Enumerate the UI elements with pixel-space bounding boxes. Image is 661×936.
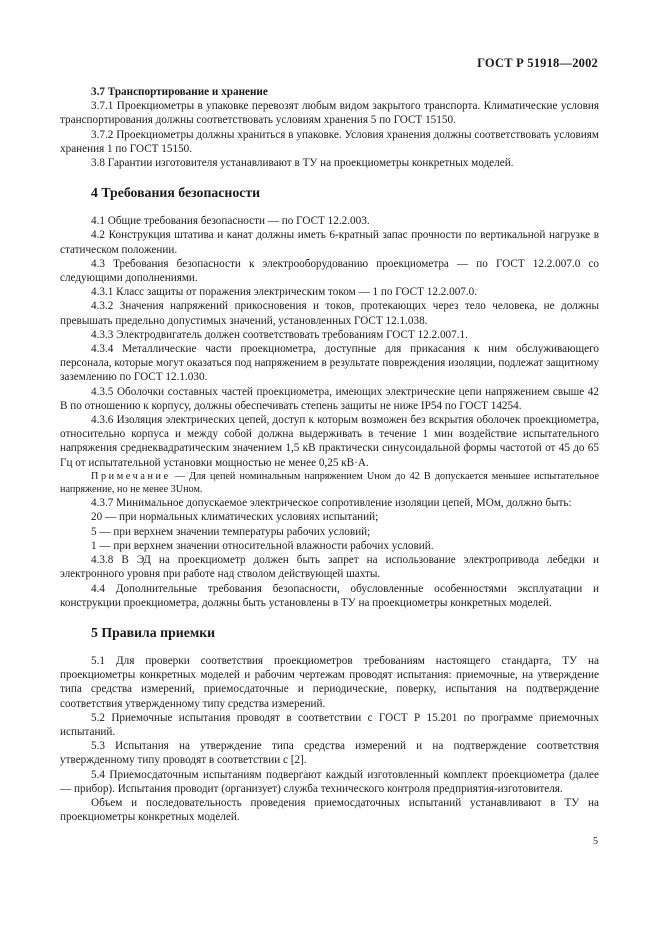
paragraph-4-3: 4.3 Требования безопасности к электрооборудованию проекциометра — по ГОСТ 12.2.007.0 со следующими дополнениями. bbox=[60, 257, 599, 285]
page-number: 5 bbox=[593, 836, 598, 847]
paragraph-5-5: Объем и последовательность проведения приемосдаточных испытаний устанавливают в ТУ на проекциометры конкретных моделей. bbox=[60, 796, 599, 824]
paragraph-4-3-3: 4.3.3 Электродвигатель должен соответствовать требованиям ГОСТ 12.2.007.1. bbox=[91, 328, 468, 341]
list-item: 5 — при верхнем значении температуры рабочих условий; bbox=[91, 525, 371, 538]
paragraph-5-4: 5.4 Приемосдаточным испытаниям подвергают каждый изготовленный комплект проекциометра (далее — прибор). Испытания проводит (организует) служба технического контроля предприятия-изготовителя. bbox=[60, 768, 599, 795]
paragraph-3-7-1: 3.7.1 Проекциометры в упаковке перевозят любым видом закрытого транспорта. Климатические условия транспортирования должны соответствовать условиям хранения 5 по ГОСТ 15150. bbox=[60, 100, 599, 127]
section-heading-4: 4 Требования безопасности bbox=[91, 185, 261, 201]
paragraph-4-4: 4.4 Дополнительные требования безопасности, обусловленные особенностями эксплуатации и конструкции проекциометра, должны быть установлены в ТУ на проекциометры конкретных моделей. bbox=[60, 582, 599, 609]
paragraph-4-1: 4.1 Общие требования безопасности — по ГОСТ 12.2.003. bbox=[91, 215, 370, 228]
subsection-heading-3-7: 3.7 Транспортирование и хранение bbox=[91, 86, 268, 98]
paragraph-5-1: 5.1 Для проверки соответствия проекциометров требованиям настоящего стандарта, ТУ на проекциометры конкретных моделей и рабочим чертежам проводят испытания: приемочные, на утверждение типа средства измерений, приемосдаточные и периодические, поверку, испытания на подтверждение соответствия утвержденному типу средства измерений. bbox=[60, 654, 599, 710]
paragraph-4-3-7: 4.3.7 Минимальное допускаемое электрическое сопротивление изоляции цепей, МОм, должно быть: bbox=[91, 497, 572, 510]
paragraph-5-2: 5.2 Приемочные испытания проводят в соответствии с ГОСТ Р 15.201 по программе приемочных испытаний. bbox=[60, 711, 599, 738]
paragraph-4-3-4: 4.3.4 Металлические части проекциометра, доступные для прикасания к ним обслуживающего персонала, которые могут оказаться под напряжением в результате повреждения изоляции, подлежат защитному заземлению по ГОСТ 12.1.030. bbox=[60, 343, 599, 384]
paragraph-4-3-8: 4.3.8 В ЭД на проекциометр должен быть запрет на использование электропривода лебедки и электронного уровня при работе над стволом действующей шахты. bbox=[60, 554, 599, 581]
section-heading-5: 5 Правила приемки bbox=[91, 624, 216, 640]
paragraph-3-8: 3.8 Гарантии изготовителя устанавливают в ТУ на проекциометры конкретных моделей. bbox=[91, 157, 514, 170]
paragraph-4-3-6: 4.3.6 Изоляция электрических цепей, доступ к которым возможен без вскрытия оболочек проекциометра, относительно корпуса и между собой должна выдерживать в течение 1 мин воздействие испытательного напряжения среднеквадратическим значением 1,5 кВ практически синусоидальной формы частотой от 45 до 65 Гц от испытательной установки мощностью не менее 0,25 кВ·А. bbox=[60, 414, 599, 469]
note-paragraph bbox=[60, 470, 599, 496]
paragraph-4-2: 4.2 Конструкция штатива и канат должны иметь 6-кратный запас прочности по вертикальной нагрузке в статическом положении. bbox=[60, 229, 599, 256]
paragraph-4-3-1: 4.3.1 Класс защиты от поражения электрическим током — 1 по ГОСТ 12.2.007.0. bbox=[91, 286, 478, 299]
note-label: Примечание bbox=[91, 470, 171, 482]
document-body bbox=[60, 85, 599, 824]
standard-header: ГОСТ Р 51918—2002 bbox=[477, 56, 598, 70]
insulation-resistance-list bbox=[60, 510, 599, 553]
list-item: 1 — при верхнем значении относительной влажности рабочих условий. bbox=[91, 539, 434, 552]
paragraph-4-3-5: 4.3.5 Оболочки составных частей проекциометра, имеющих электрические цепи напряжением свыше 42 В по отношению к корпусу, должны обеспечивать степень защиты не ниже IP54 по ГОСТ 14254. bbox=[60, 385, 599, 412]
paragraph-3-7-2: 3.7.2 Проекциометры должны храниться в упаковке. Условия хранения должны соответствовать условиям хранения 1 по ГОСТ 15150. bbox=[60, 128, 599, 155]
list-item: 20 — при нормальных климатических условиях испытаний; bbox=[91, 511, 379, 524]
paragraph-4-3-2: 4.3.2 Значения напряжений прикосновения и токов, протекающих через тело человека, не должны превышать предельно допустимых значений, установленных ГОСТ 12.1.038. bbox=[60, 300, 599, 327]
paragraph-5-3: 5.3 Испытания на утверждение типа средства измерений и на подтверждение соответствия утвержденному типу проводят в соответствии с [2]. bbox=[60, 740, 599, 767]
note-text: — Для цепей номинальным напряжением Uном до 42 В допускается меньшее испытательное напряжение, но не менее 3Uном. bbox=[60, 470, 599, 496]
